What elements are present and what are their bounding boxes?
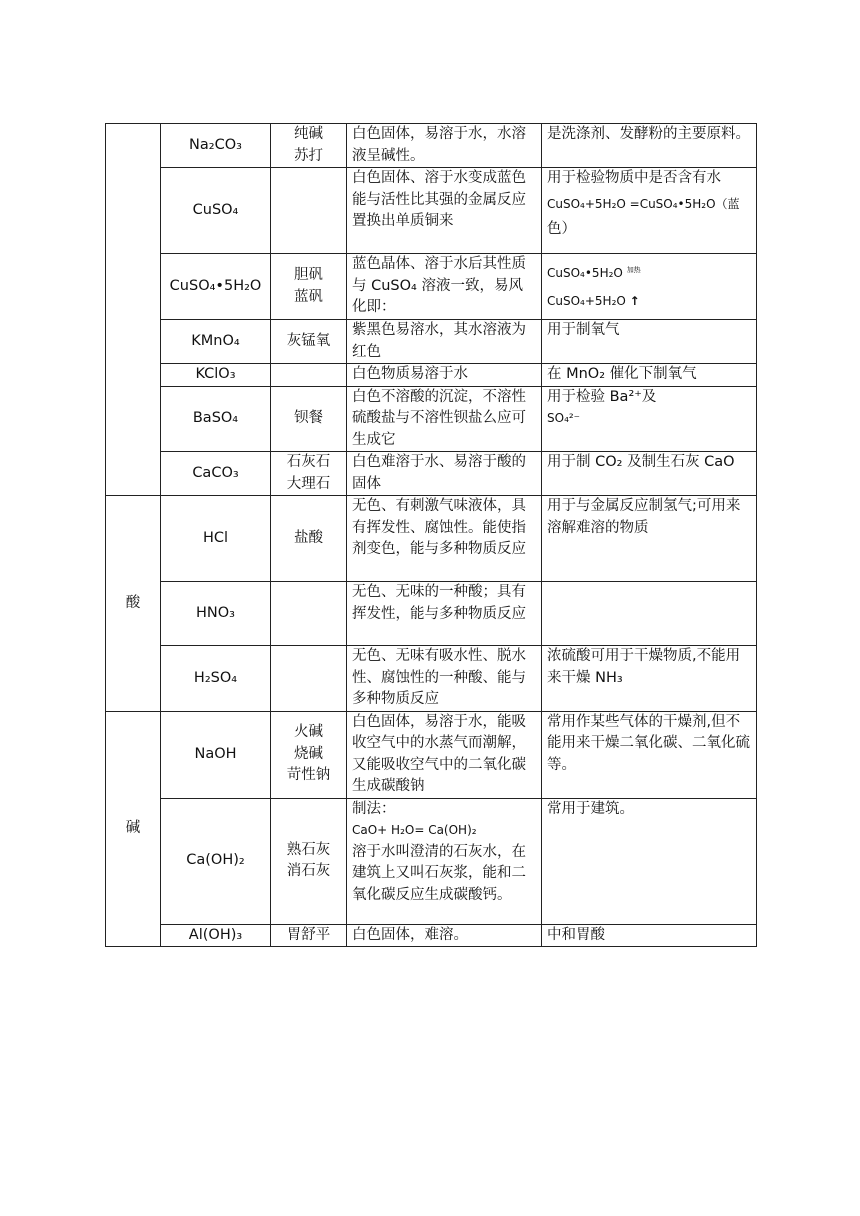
common-name-cell	[271, 386, 347, 452]
prop-line: CaO+ H₂O= Ca(OH)₂	[352, 823, 477, 837]
reaction-product: CuSO₄+5H₂O	[547, 293, 626, 308]
table-row	[106, 711, 757, 798]
table-row	[106, 582, 757, 646]
property-cell: 蓝色晶体、溶于水后其性质与 CuSO₄ 溶液一致，易风化即：	[347, 254, 542, 320]
formula-cell: Al(OH)₃	[161, 924, 271, 947]
formula-cell: BaSO₄	[161, 386, 271, 452]
formula-cell: H₂SO₄	[161, 646, 271, 712]
prop-line: 制法：	[352, 800, 396, 817]
formula-cell: NaOH	[161, 711, 271, 798]
common-name: 胆矾	[294, 267, 323, 283]
use-line: CuSO₄+5H₂O =CuSO₄•5H₂O（蓝	[547, 196, 740, 211]
reaction-reactant: CuSO₄•5H₂O	[547, 266, 623, 280]
table-row	[106, 452, 757, 496]
common-name-cell	[271, 320, 347, 364]
table-row	[106, 168, 757, 254]
category-cell-salt	[106, 124, 161, 496]
common-name: 火碱	[294, 724, 323, 741]
use-cell	[542, 386, 757, 452]
chemical-table	[105, 123, 757, 947]
property-cell: 白色固体，难溶。	[347, 924, 542, 947]
table-row	[106, 364, 757, 387]
use-cell: 用于与金属反应制氢气;可用来溶解难溶的物质	[542, 496, 757, 582]
common-name: 灰锰氧	[286, 332, 331, 349]
common-name: 石灰石	[286, 454, 331, 470]
use-cell: 常用作某些气体的干燥剂,但不能用来干燥二氧化碳、二氧化硫等。	[542, 711, 757, 798]
property-cell: 白色固体，易溶于水，能吸收空气中的水蒸气而潮解，又能吸收空气中的二氧化碳生成碳酸钠	[347, 711, 542, 798]
formula-cell: CuSO₄	[161, 168, 271, 254]
use-cell	[542, 254, 757, 320]
use-line	[547, 291, 751, 313]
use-cell: 浓硫酸可用于干燥物质,不能用来干燥 NH₃	[542, 646, 757, 712]
table-row	[106, 798, 757, 924]
use-line: 用于检验物质中是否含有水	[547, 170, 721, 186]
table-row	[106, 124, 757, 168]
property-cell: 白色难溶于水、易溶于酸的固体	[347, 452, 542, 496]
use-cell	[542, 582, 757, 646]
use-cell: 常用于建筑。	[542, 798, 757, 924]
property-cell: 白色物质易溶于水	[347, 364, 542, 387]
property-cell: 紫黑色易溶水，其水溶液为红色	[347, 320, 542, 364]
common-name: 蓝矾	[294, 288, 323, 305]
common-name-cell	[271, 168, 347, 254]
common-name-cell	[271, 452, 347, 496]
common-name: 大理石	[286, 475, 331, 492]
prop-line: 溶于水叫澄清的石灰水，在建筑上又叫石灰浆，能和二氧化碳反应生成碳酸钙。	[352, 843, 526, 903]
common-name: 钡餐	[294, 410, 323, 426]
common-name: 盐酸	[294, 529, 323, 546]
category-cell-base: 碱	[106, 711, 161, 947]
formula-cell: KMnO₄	[161, 320, 271, 364]
common-name: 纯碱	[294, 126, 323, 142]
table-row	[106, 386, 757, 452]
property-cell: 白色固体、溶于水变成蓝色能与活性比其强的金属反应置换出单质铜来	[347, 168, 542, 254]
common-name-cell	[271, 364, 347, 387]
category-cell-acid: 酸	[106, 496, 161, 712]
common-name: 消石灰	[286, 863, 331, 879]
table-row	[106, 320, 757, 364]
use-cell: 用于制 CO₂ 及制生石灰 CaO	[542, 452, 757, 496]
formula-cell: CaCO₃	[161, 452, 271, 496]
formula-cell: HNO₃	[161, 582, 271, 646]
common-name-cell	[271, 924, 347, 947]
formula-cell: CuSO₄•5H₂O	[161, 254, 271, 320]
property-cell: 白色固体，易溶于水，水溶液呈碱性。	[347, 124, 542, 168]
property-cell: 无色、无味的一种酸；具有挥发性，能与多种物质反应	[347, 582, 542, 646]
use-cell: 在 MnO₂ 催化下制氧气	[542, 364, 757, 387]
gas-arrow-icon: ↑	[629, 293, 640, 308]
common-name-cell	[271, 582, 347, 646]
common-name: 胃舒平	[286, 926, 331, 943]
table-row	[106, 496, 757, 582]
common-name-cell	[271, 646, 347, 712]
common-name-cell	[271, 798, 347, 924]
use-cell: 中和胃酸	[542, 924, 757, 947]
property-cell	[347, 798, 542, 924]
property-cell: 无色、有刺激气味液体，具有挥发性、腐蚀性。能使指剂变色，能与多种物质反应	[347, 496, 542, 582]
common-name-cell	[271, 254, 347, 320]
common-name-cell	[271, 496, 347, 582]
use-line: SO₄²⁻	[547, 411, 581, 425]
property-cell: 无色、无味有吸水性、脱水性、腐蚀性的一种酸、能与多种物质反应	[347, 646, 542, 712]
use-cell: 是洗涤剂、发酵粉的主要原料。	[542, 124, 757, 168]
heating-condition: 加热	[626, 266, 641, 274]
use-cell: 用于制氧气	[542, 320, 757, 364]
use-line: 色）	[547, 221, 576, 237]
use-line: 用于检验 Ba²⁺及	[547, 388, 657, 405]
table-row	[106, 646, 757, 712]
formula-cell: Na₂CO₃	[161, 124, 271, 168]
formula-cell: Ca(OH)₂	[161, 798, 271, 924]
common-name: 熟石灰	[286, 841, 331, 858]
table-row	[106, 924, 757, 947]
formula-cell: HCl	[161, 496, 271, 582]
common-name: 苛性钠	[286, 767, 331, 784]
common-name-cell	[271, 711, 347, 798]
formula-cell: KClO₃	[161, 364, 271, 387]
use-cell	[542, 168, 757, 254]
common-name: 烧碱	[294, 745, 323, 762]
use-line	[547, 260, 751, 285]
table-row	[106, 254, 757, 320]
common-name-cell	[271, 124, 347, 168]
property-cell: 白色不溶酸的沉淀，不溶性硫酸盐与不溶性钡盐么应可生成它	[347, 386, 542, 452]
common-name: 苏打	[294, 147, 323, 164]
